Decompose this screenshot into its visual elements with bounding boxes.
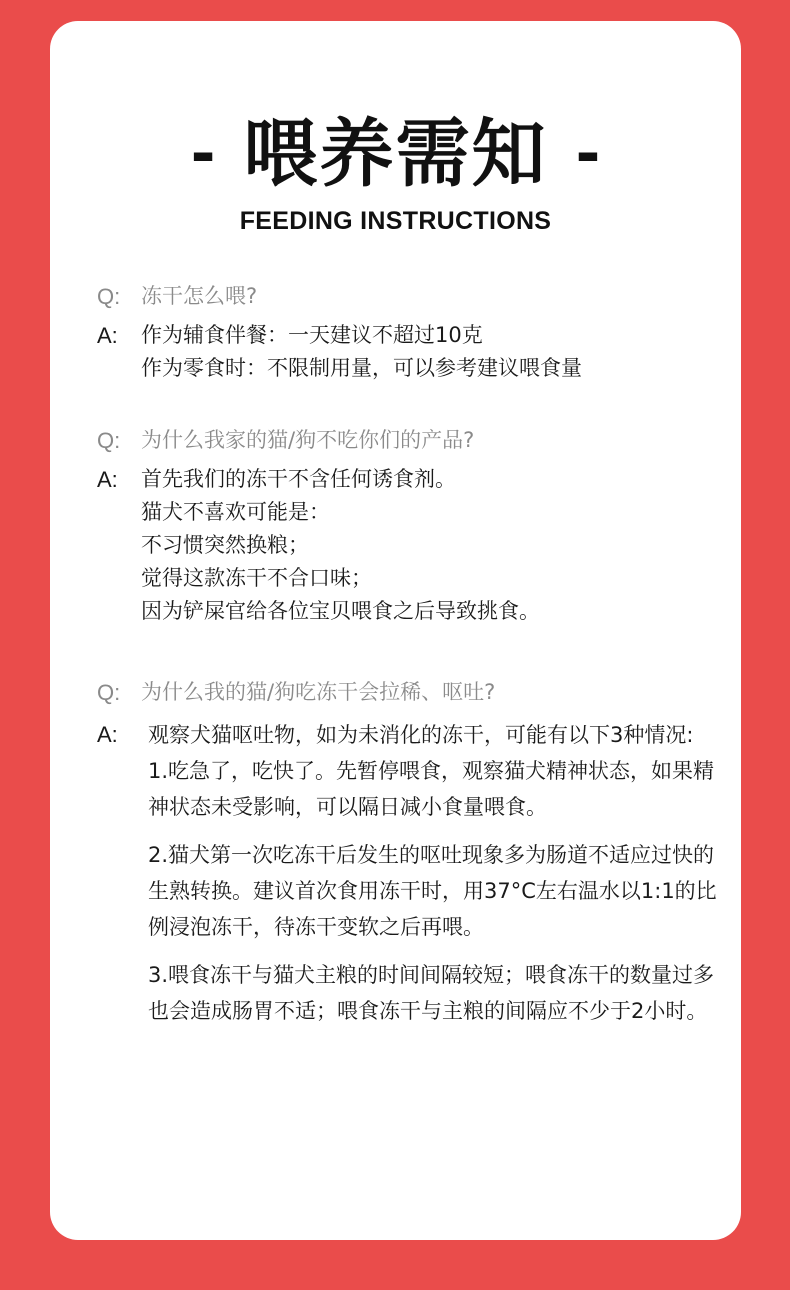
answer-paragraph: 3.喂食冻干与猫犬主粮的时间间隔较短；喂食冻干的数量过多也会造成肠胃不适；喂食冻干与主粮的间隔应不少于2小时。 xyxy=(148,963,715,1023)
answer-paragraph: 1.吃急了，吃快了。先暂停喂食，观察猫犬精神状态，如果精神状态未受影响，可以隔日减小食量喂食。 xyxy=(148,759,715,819)
answer-tag: A: xyxy=(97,722,118,747)
qa-item-3 xyxy=(97,676,717,1029)
answer-paragraph: 2.猫犬第一次吃冻干后发生的呕吐现象多为肠道不适应过快的生熟转换。建议首次食用冻干时，用37°C左右温水以1:1的比例浸泡冻干，待冻干变软之后再喂。 xyxy=(148,843,717,939)
page-title: 喂养需知 xyxy=(243,111,548,197)
question-text: 为什么我家的猫/狗不吃你们的产品? xyxy=(141,428,475,452)
answer-line: 作为辅食伴餐：一天建议不超过10克 xyxy=(141,323,483,347)
answer-line: 作为零食时：不限制用量，可以参考建议喂食量 xyxy=(141,356,582,380)
answer-line: 猫犬不喜欢可能是： xyxy=(141,500,330,524)
answer-row xyxy=(97,463,717,628)
answer-line: 首先我们的冻干不含任何诱食剂。 xyxy=(141,467,456,491)
question-tag: Q: xyxy=(97,428,121,453)
title-row xyxy=(50,109,741,199)
title-dash-left: - xyxy=(190,119,216,189)
answer-tag: A: xyxy=(97,467,118,492)
content-card xyxy=(50,21,741,1240)
question-text: 冻干怎么喂? xyxy=(141,284,258,308)
answer-line: 因为铲屎官给各位宝贝喂食之后导致挑食。 xyxy=(141,599,540,623)
answer-line: 不习惯突然换粮； xyxy=(141,533,309,557)
question-row xyxy=(97,280,717,313)
answer-line: 觉得这款冻干不合口味； xyxy=(141,566,372,590)
question-tag: Q: xyxy=(97,284,121,309)
qa-item-1 xyxy=(97,280,717,385)
qa-item-2 xyxy=(97,424,717,628)
question-text: 为什么我的猫/狗吃冻干会拉稀、呕吐? xyxy=(141,680,496,704)
page-subtitle: FEEDING INSTRUCTIONS xyxy=(239,207,552,235)
question-row xyxy=(97,676,717,709)
answer-paragraph: 观察犬猫呕吐物，如为未消化的冻干，可能有以下3种情况: xyxy=(148,723,694,747)
answer-tag: A: xyxy=(97,323,118,348)
answer-row xyxy=(97,717,717,1029)
question-row xyxy=(97,424,717,457)
title-dash-right: - xyxy=(575,119,601,189)
answer-row xyxy=(97,319,717,385)
question-tag: Q: xyxy=(97,680,121,705)
